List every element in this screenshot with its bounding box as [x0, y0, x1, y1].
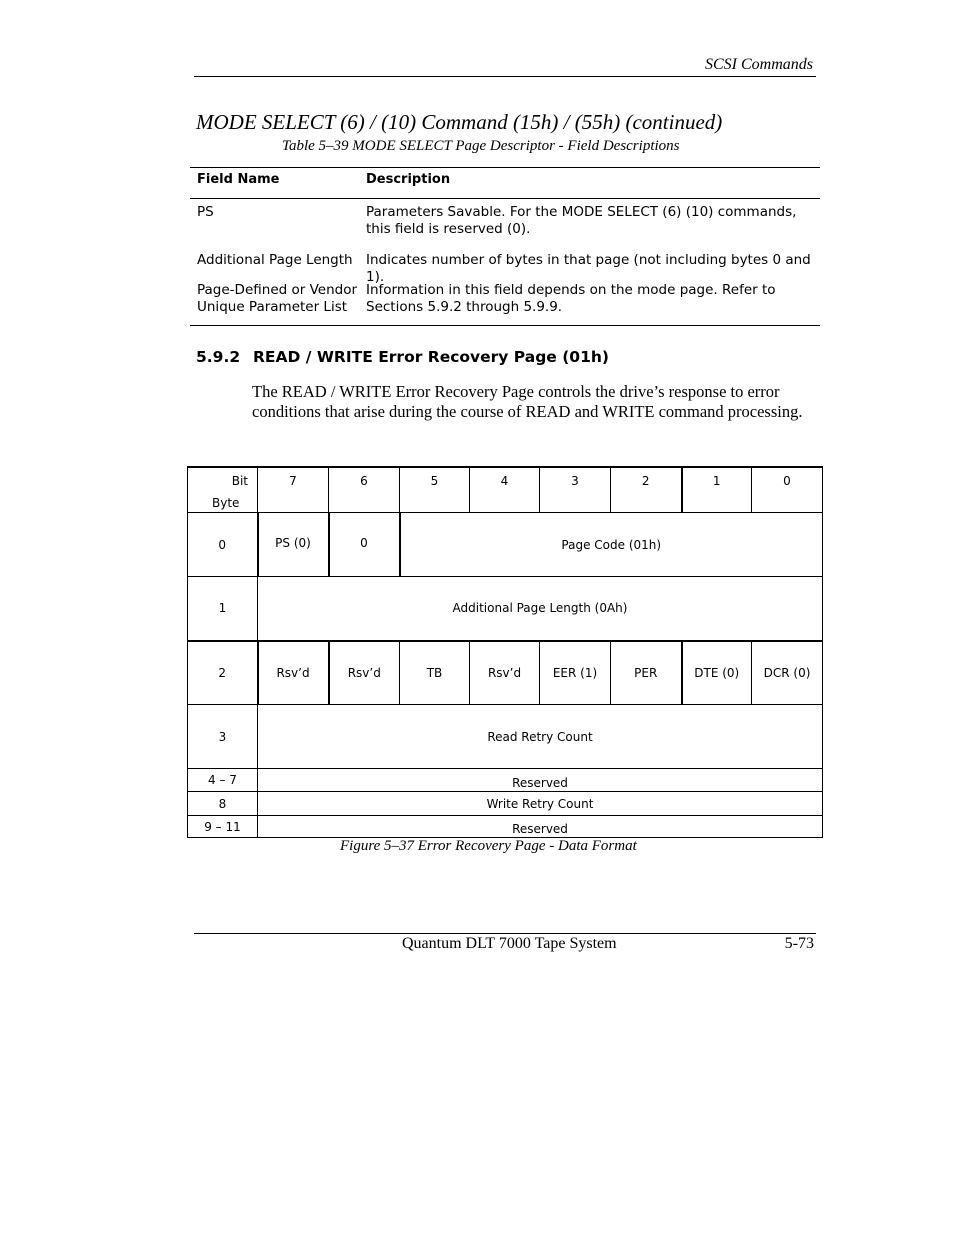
field-name: Page-Defined or Vendor Unique Parameter List	[197, 282, 358, 315]
byte-number: 4 – 7	[188, 769, 258, 792]
byte-number: 9 – 11	[188, 816, 258, 838]
byte2-bit7-field: Rsv’d	[258, 641, 329, 705]
additional-page-length-field: Additional Page Length (0Ah)	[258, 577, 823, 641]
table-row	[190, 282, 820, 325]
byte-number: 0	[188, 513, 258, 577]
bit-5-header: 5	[400, 467, 470, 513]
bit-label: Bit	[231, 474, 248, 488]
error-recovery-page-table	[187, 466, 823, 838]
byte-1-row	[188, 577, 823, 641]
table-row	[190, 199, 820, 252]
reserved-field: Reserved	[258, 769, 823, 792]
field-name: PS	[197, 204, 214, 220]
field-description: Parameters Savable. For the MODE SELECT (6) (10) commands, this field is reserved (0).	[366, 204, 797, 237]
section-heading	[196, 348, 609, 366]
byte-number: 1	[188, 577, 258, 641]
intro-paragraph: The READ / WRITE Error Recovery Page controls the drive’s response to error conditions that arise during the course of READ and WRITE command processing.	[252, 382, 803, 421]
footer-title: Quantum DLT 7000 Tape System	[402, 935, 617, 952]
bytes-4-7-row	[188, 769, 823, 792]
table-header-row	[190, 168, 820, 198]
page-title: MODE SELECT (6) / (10) Command (15h) / (55h) (continued)	[196, 110, 723, 134]
page-number: 5-73	[784, 935, 814, 952]
section-number: 5.9.2	[196, 348, 241, 366]
ps-field: PS (0)	[258, 513, 329, 577]
reserved-field: Reserved	[258, 816, 823, 838]
bit-header-row	[188, 467, 823, 513]
bit-2-header: 2	[611, 467, 682, 513]
figure-caption: Figure 5–37 Error Recovery Page - Data Format	[340, 838, 637, 854]
dcr-field: DCR (0)	[752, 641, 823, 705]
byte-number: 2	[188, 641, 258, 705]
bit-6-field: 0	[329, 513, 400, 577]
per-field: PER	[611, 641, 682, 705]
byte-2-row	[188, 641, 823, 705]
bit-1-header: 1	[682, 467, 752, 513]
bit-6-header: 6	[329, 467, 400, 513]
read-retry-count-field: Read Retry Count	[258, 705, 823, 769]
byte-number: 8	[188, 792, 258, 816]
bytes-9-11-row	[188, 816, 823, 838]
running-head: SCSI Commands	[704, 56, 813, 73]
field-name: Additional Page Length	[197, 252, 353, 268]
tb-field: TB	[400, 641, 470, 705]
bit-0-header: 0	[752, 467, 823, 513]
byte2-bit6-field: Rsv’d	[329, 641, 400, 705]
bit-7-header: 7	[258, 467, 329, 513]
bit-4-header: 4	[470, 467, 540, 513]
byte-label: Byte	[212, 496, 240, 510]
byte-number: 3	[188, 705, 258, 769]
byte-8-row	[188, 792, 823, 816]
field-description: Information in this field depends on the mode page. Refer to Sections 5.9.2 through 5.9.9.	[366, 282, 776, 315]
write-retry-count-field: Write Retry Count	[258, 792, 823, 816]
header-field-name: Field Name	[197, 172, 280, 187]
eer-field: EER (1)	[540, 641, 611, 705]
table-bottom-rule	[190, 325, 820, 326]
dte-field: DTE (0)	[682, 641, 752, 705]
table-row	[190, 252, 820, 285]
bit-byte-cell	[188, 467, 258, 513]
byte-0-row	[188, 513, 823, 577]
field-description: Indicates number of bytes in that page (not including bytes 0 and 1).	[366, 252, 811, 285]
byte-3-row	[188, 705, 823, 769]
bit-3-header: 3	[540, 467, 611, 513]
page-code-field: Page Code (01h)	[400, 513, 823, 577]
header-description: Description	[366, 172, 451, 187]
header-rule	[194, 76, 816, 77]
footer-rule	[194, 933, 816, 934]
field-description-table	[190, 167, 820, 326]
section-title: READ / WRITE Error Recovery Page (01h)	[253, 348, 609, 366]
byte2-bit4-field: Rsv’d	[470, 641, 540, 705]
table-caption: Table 5–39 MODE SELECT Page Descriptor - Field Descriptions	[282, 138, 680, 154]
